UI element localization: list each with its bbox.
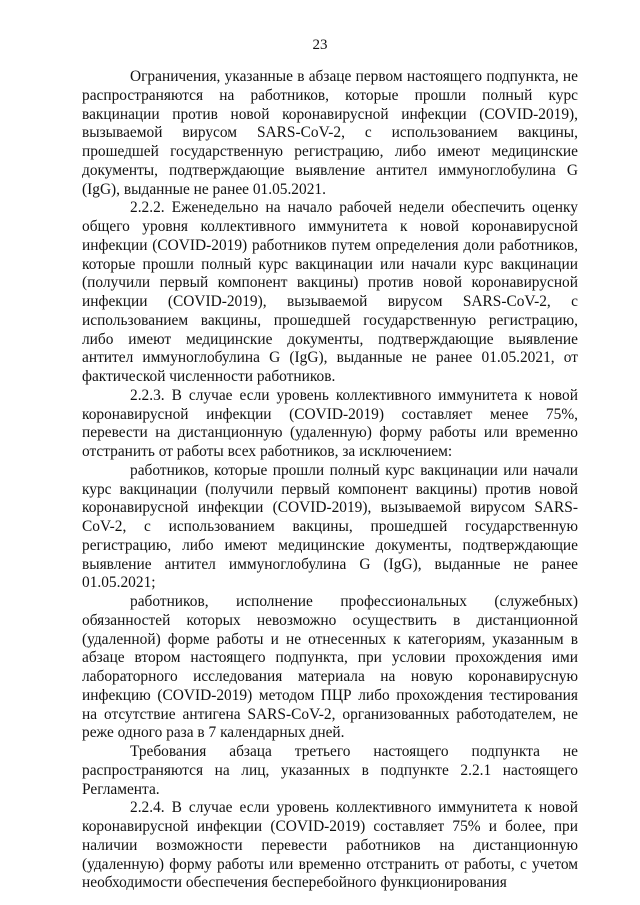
paragraph: работников, исполнение профессиональных (служебных) обязанностей которых невозможно осуществить в дистанционной (удаленной) форме работы и не отнесенных к категориям, указанным в абзаце втором настоящего подпункта, при условии прохождения ими лабораторного исследования материала на новую коронавирусную инфекцию (COVID-2019) методом ПЦР либо прохождения тестирования на отсутствие антигена SARS-CoV-2, организованных работодателем, не реже одного раза в 7 календарных дней. [82, 593, 578, 742]
paragraph: 2.2.3. В случае если уровень коллективного иммунитета к новой коронавирусной инфекции (COVID-2019) составляет менее 75%, перевести на дистанционную (удаленную) форму работы или временно отстранить от работы всех работников, за исключением: [82, 386, 578, 460]
paragraph: 2.2.2. Еженедельно на начало рабочей недели обеспечить оценку общего уровня коллективного иммунитета к новой коронавирусной инфекции (COVID-2019) работников путем определения доли работников, которые прошли полный курс вакцинации или начали курс вакцинации (получили первый компонент вакцины) против новой коронавирусной инфекции (COVID-2019), вызываемой вирусом SARS-CoV-2, с использованием вакцины, прошедшей государственную регистрацию, либо имеют медицинские документы, подтверждающие выявление антител иммуноглобулина G (IgG), выданные не ранее 01.05.2021, от фактической численности работников. [82, 199, 578, 385]
paragraph: работников, которые прошли полный курс вакцинации или начали курс вакцинации (получили первый компонент вакцины) против новой коронавирусной инфекции (COVID-2019), вызываемой вирусом SARS-CoV-2, с использованием вакцины, прошедшей государственную регистрацию, либо имеют медицинские документы, подтверждающие выявление антител иммуноглобулина G (IgG), выданные не ранее 01.05.2021; [82, 461, 578, 592]
document-body [82, 68, 578, 893]
page-number: 23 [312, 37, 328, 53]
paragraph: Требования абзаца третьего настоящего подпункта не распространяются на лиц, указанных в подпункте 2.2.1 настоящего Регламента. [82, 743, 578, 798]
paragraph: Ограничения, указанные в абзаце первом настоящего подпункта, не распространяются на работников, которые прошли полный курс вакцинации против новой коронавирусной инфекции (COVID-2019), вызываемой вирусом SARS-CoV-2, с использованием вакцины, прошедшей государственную регистрацию, либо имеют медицинские документы, подтверждающие выявление антител иммуноглобулина G (IgG), выданные не ранее 01.05.2021. [82, 68, 578, 198]
paragraph: 2.2.4. В случае если уровень коллективного иммунитета к новой коронавирусной инфекции (COVID-2019) составляет 75% и более, при наличии возможности перевести работников на дистанционную (удаленную) форму работы или временно отстранить от работы, с учетом необходимости обеспечения бесперебойного функционирования [82, 799, 578, 892]
